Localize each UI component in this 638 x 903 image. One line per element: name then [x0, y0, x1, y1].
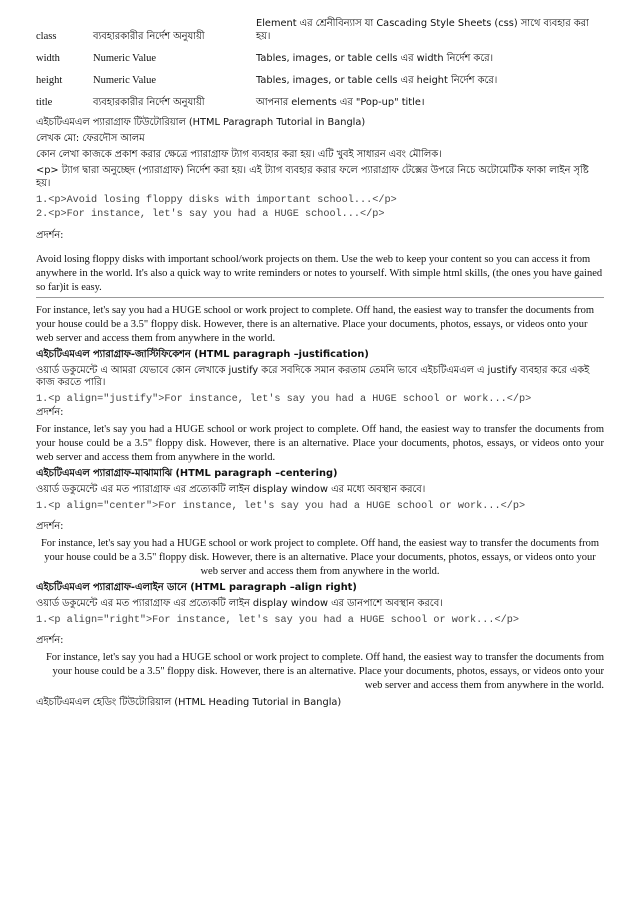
demo-paragraph-1: Avoid losing floppy disks with important school/work projects on them. Use the web to keep your content so you can access it from anywhere in the world. It's also a quick way to write reminders or notes to yourself. With simple html skills, (the ones you have gained so far)it is easy. [36, 254, 603, 294]
intro-paragraph-1: কোন লেখা কাজকে প্রকাশ করার ক্ষেত্রে প্যারাগ্রাফ ট্যাগ ব্যবহার করা হয়। এটি খুবই সাধারন এবং মৌলিক। [36, 149, 442, 161]
attr-desc: Tables, images, or table cells এর width নির্দেশ করে। [256, 52, 494, 64]
attr-value: Numeric Value [93, 52, 157, 64]
right-code: 1.<p align="right">For instance, let's say you had a HUGE school or work...</p> [36, 614, 519, 626]
right-demo: For instance, let's say you had a HUGE school or work project to complete. Off hand, the easiest way to transfer the documents from your house could be a 3.5" floppy disk. However, there is an alternative. Place your documents, photos, essays, or videos onto your web server and access them from anywhere in the world. [45, 652, 604, 692]
code-line-1: 1.<p>Avoid losing floppy disks with important school...</p> [36, 195, 397, 207]
justify-demo: For instance, let's say you had a HUGE school or work project to complete. Off hand, the easiest way to transfer the documents from your house could be a 3.5" floppy disk. However, there is an alternative. Place your documents, photos, essays, or videos onto your web server and access them from anywhere in the world. [36, 424, 604, 463]
attr-value: ব্যবহারকারীর নির্দেশ অনুযায়ী [93, 96, 205, 108]
justify-code: 1.<p align="justify">For instance, let's say you had a HUGE school or work...</p> [36, 394, 532, 406]
center-heading: এইচটিএমএল প্যারাগ্রাফ-মাঝামাঝি (HTML paragraph –centering) [36, 467, 338, 479]
right-heading: এইচটিএমএল প্যারাগ্রাফ-এলাইন ডানে (HTML paragraph –align right) [36, 581, 357, 593]
center-code: 1.<p align="center">For instance, let's say you had a HUGE school or work...</p> [36, 500, 526, 512]
right-desc: ওয়ার্ড ডকুমেন্টে এর মত প্যারাগ্রাফ এর প্রত্যেকটি লাইন display window এর ডানপাশে অবস্থান করবে। [36, 597, 443, 609]
attr-value: Numeric Value [93, 74, 157, 86]
attr-name: title [36, 96, 53, 108]
center-desc: ওয়ার্ড ডকুমেন্টে এর মত প্যারাগ্রাফ এর প্রত্যেকটি লাইন display window এর মধ্যে অবস্থান করবে। [36, 483, 426, 495]
attr-name: width [36, 52, 60, 64]
justify-desc: ওয়ার্ড ডকুমেন্টে এ আমরা যেভাবে কোন লেখাকে justify করে সবদিকে সমান করতাম তেমনি ভাবে এইচটিএমএল এ justify ব্যবহার করে একই কাজ করতে পারি। [36, 364, 590, 389]
code-line-2: 2.<p>For instance, let's say you had a HUGE school...</p> [36, 208, 385, 220]
next-tutorial-title: এইচটিএমএল হেডিং টিউটোরিয়াল (HTML Heading Tutorial in Bangla) [36, 696, 342, 708]
attr-desc: Tables, images, or table cells এর height নির্দেশ করে। [256, 74, 498, 86]
author-line: লেখক মো: ফেরদৌস আলম [36, 133, 145, 145]
intro-paragraph-2: <p> ট্যাগ দ্বারা অনুচ্ছেদ (প্যারাগ্রাফ) নির্দেশ করা হয়। এই ট্যাগ ব্যবহার করার ফলে প্যারাগ্রাফ টেক্সের উপরে নিচে অটোমেটিক ফাকা লাইন সৃষ্টি হয়। [36, 165, 589, 190]
demo-label: প্রদর্শন: [36, 229, 64, 241]
attribute-table [36, 14, 604, 113]
right-demo-label: প্রদর্শন: [36, 635, 64, 647]
center-demo-label: প্রদর্শন: [36, 521, 64, 533]
center-demo: For instance, let's say you had a HUGE school or work project to complete. Off hand, the easiest way to transfer the documents from your house could be a 3.5" floppy disk. However, there is an alternative. Place your documents, photos, essays, or videos onto your web server and access them from anywhere in the world. [40, 538, 600, 577]
attr-name: height [36, 74, 63, 86]
justify-heading: এইচটিএমএল প্যারাগ্রাফ-জাস্টিফিকেশন (HTML paragraph –justification) [36, 348, 369, 360]
attr-value: ব্যবহারকারীর নির্দেশ অনুযায়ী [93, 30, 205, 42]
attr-name: class [36, 30, 57, 42]
table-row [36, 70, 604, 92]
attr-desc: Element এর শ্রেনীবিন্যাস যা Cascading Style Sheets (css) সাথে ব্যবহার করা হয়। [256, 18, 589, 42]
document-page [36, 14, 604, 713]
justify-demo-label: প্রদর্শন: [36, 407, 64, 419]
table-row [36, 48, 604, 70]
table-row [36, 92, 604, 114]
demo-paragraph-2: For instance, let's say you had a HUGE school or work project to complete. Off hand, the easiest way to transfer the documents from your house could be a 3.5" floppy disk. However, there is an alternative. Place your documents, photos, essays, or videos onto your web server and access them from anywhere in the world. [36, 305, 595, 344]
attr-desc: আপনার elements এর "Pop-up" title। [256, 96, 425, 108]
tutorial-title: এইচটিএমএল প্যারাগ্রাফ টিউটোরিয়াল (HTML Paragraph Tutorial in Bangla) [36, 117, 366, 129]
divider [36, 297, 604, 298]
table-row [36, 14, 604, 48]
